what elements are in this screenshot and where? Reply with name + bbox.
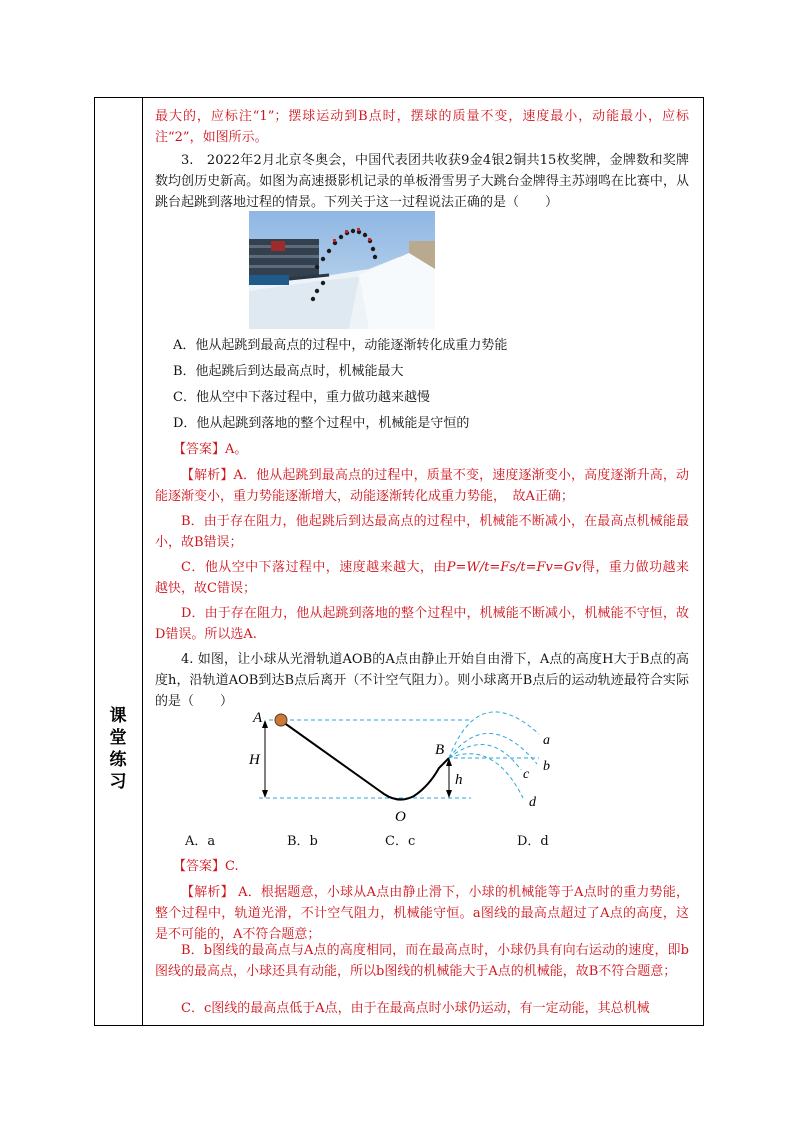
track-curve (283, 722, 449, 800)
label-height-big: H (249, 752, 260, 768)
label-o-point: O (395, 809, 406, 825)
label-a-point: A (253, 710, 263, 726)
q3-analysis-c (155, 557, 689, 599)
exercise-table (94, 97, 704, 1026)
track-diagram-svg (239, 700, 569, 830)
trajectory-b (449, 733, 537, 764)
power-formula: P=W/t=Fs/t=Fv=Gv (446, 560, 582, 575)
q4-option-c: C．c (385, 834, 416, 849)
q4-option-d: D．d (517, 834, 549, 849)
label-curve-b: b (543, 759, 550, 774)
q3-answer: 【答案】A。 (173, 442, 248, 457)
label-curve-c: c (523, 767, 530, 782)
q3-analysis-c-tail: 得，重力做功越来越快，故C错误； (155, 560, 689, 596)
intro-text: 最大的，应标注“1”；摆球运动到B点时，摆球的质量不变，速度最小，动能最小，应标注“2”，如图所示。 (155, 109, 689, 145)
label-b-point: B (435, 742, 445, 758)
q3-option-b: B．他起跳后到达最高点时，机械能最大 (173, 364, 404, 379)
q4-option-a: A．a (185, 834, 216, 849)
section-label-cell (95, 98, 143, 1025)
q3-analysis-a: 【解析】A．他从起跳到最高点的过程中，质量不变，速度逐渐变小，高度逐渐升高，动能逐渐变小，重力势能逐渐增大，动能逐渐转化成重力势能， 故A正确； (155, 468, 689, 504)
q3-option-d: D．他从起跳到落地的整个过程中，机械能是守恒的 (173, 416, 470, 431)
content-cell (143, 98, 703, 1025)
ski-jump-photo (249, 211, 435, 329)
q3-analysis-c-text: C．他从空中下落过程中，速度越来越大，由 (181, 560, 447, 575)
h-small-arrow-down (446, 790, 452, 798)
section-label-char: 练 (109, 750, 127, 770)
q4-stem: 4. 如图，让小球从光滑轨道AOB的A点由静止开始自由滑下，A点的高度H大于B点的高度h，沿轨道AOB到达B点后离开（不计空气阻力）。则小球离开B点后的运动轨迹最符合实际的是（ ） (155, 652, 689, 709)
section-label (107, 705, 129, 793)
section-label-char: 课 (109, 706, 127, 726)
ball (275, 714, 287, 726)
q4-analysis-c: C．c图线的最高点低于A点，由于在最高点时小球仍运动，有一定动能，其总机械 (181, 1001, 650, 1016)
q3-option-c: C．他从空中下落过程中，重力做功越来越慢 (173, 390, 430, 405)
trajectory-c (449, 745, 521, 770)
h-big-arrow-up (262, 720, 268, 728)
h-big-arrow-down (262, 790, 268, 798)
q4-options (185, 832, 665, 852)
q3-analysis-b: B．由于存在阻力，他起跳后到达最高点的过程中，机械能不断减小，在最高点机械能最小，故B错误； (155, 514, 689, 550)
q4-answer: 【答案】C. (173, 859, 239, 874)
label-curve-d: d (529, 795, 536, 810)
q4-analysis-b: B．b图线的最高点与A点的高度相同，而在最高点时，小球仍具有向右运动的速度，即b图线的最高点，小球还具有动能，所以b图线的机械能大于A点的机械能，故B不符合题意； (155, 943, 689, 979)
q4-option-b: B．b (287, 834, 318, 849)
q4-analysis-a: 【解析】 A．根据题意，小球从A点由静止滑下，小球的机械能等于A点时的重力势能，整个过程中，轨道光滑，不计空气阻力，机械能守恒。a图线的最高点超过了A点的高度，这是不可能的，A不符合题意； (155, 885, 689, 942)
trajectory-a (449, 712, 539, 758)
q3-option-a: A．他从起跳到最高点的过程中，动能逐渐转化成重力势能 (173, 338, 508, 353)
ski-jump-photo-svg (249, 211, 435, 329)
section-label-char: 堂 (109, 728, 127, 748)
label-height-small: h (455, 772, 463, 788)
section-label-char: 习 (109, 772, 127, 792)
track-diagram (239, 700, 569, 830)
q3-analysis-d: D．由于存在阻力，他从起跳到落地的整个过程中，机械能不断减小，机械能不守恒，故D错误。所以选A. (155, 606, 689, 642)
q3-stem: 3. 2022年2月北京冬奥会，中国代表团共收获9金4银2铜共15枚奖牌，金牌数和奖牌数均创历史新高。如图为高速摄影机记录的单板滑雪男子大跳台金牌得主苏翊鸣在比赛中，从跳台起跳到落地过程的情景。下列关于这一过程说法正确的是（ ） (155, 153, 689, 210)
label-curve-a: a (543, 733, 550, 748)
